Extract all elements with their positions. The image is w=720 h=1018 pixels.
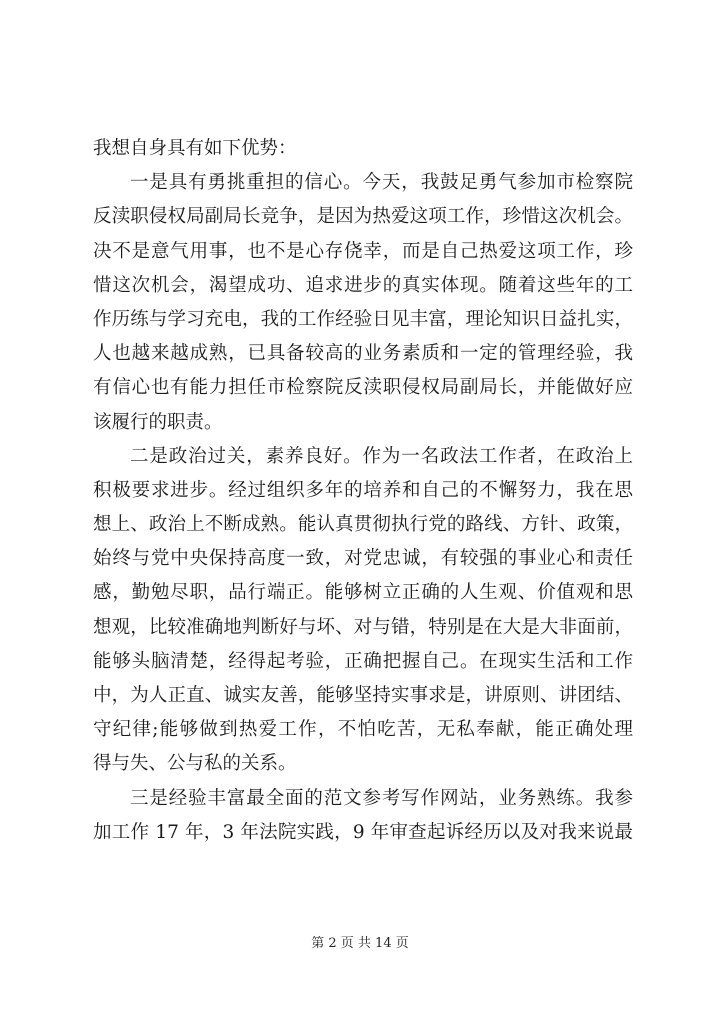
text-line-8: 有信心也有能力担任市检察院反渎职侵权局副局长，并能做好应 <box>93 377 633 399</box>
text-line-19: 得与失、公与私的关系。 <box>93 753 297 775</box>
text-line-20: 三是经验丰富最全面的范文参考写作网站，业务熟练。我参 <box>130 787 633 809</box>
text-line-17: 中，为人正直、诚实友善，能够坚持实事求是，讲原则、讲团结、 <box>93 685 633 706</box>
text-line-15: 想观，比较准确地判断好与坏、对与错，特别是在大是大非面前， <box>93 616 633 638</box>
text-line-11: 积极要求进步。经过组织多年的培养和自己的不懈努力，我在思 <box>93 479 633 501</box>
text-line-13: 始终与党中央保持高度一致，对党忠诚，有较强的事业心和责任 <box>93 548 633 570</box>
text-line-16: 能够头脑清楚，经得起考验，正确把握自己。在现实生活和工作 <box>93 650 633 672</box>
text-line-12: 想上、政治上不断成熟。能认真贯彻执行党的路线、方针、政策， <box>93 514 633 536</box>
text-line-2: 一是具有勇挑重担的信心。今天，我鼓足勇气参加市检察院 <box>130 172 633 194</box>
text-line-6: 作历练与学习充电，我的工作经验日见丰富，理论知识日益扎实， <box>93 308 633 330</box>
text-line-21: 加工作 17 年，3 年法院实践，9 年审查起诉经历以及对我来说最 <box>93 821 633 843</box>
text-line-7: 人也越来越成熟，已具备较高的业务素质和一定的管理经验，我 <box>93 343 633 365</box>
text-line-9: 该履行的职责。 <box>93 411 223 433</box>
text-line-18: 守纪律;能够做到热爱工作，不怕吃苦，无私奉献，能正确处理 <box>93 719 633 741</box>
text-line-5: 惜这次机会，渴望成功、追求进步的真实体现。随着这些年的工 <box>93 274 633 296</box>
text-line-3: 反渎职侵权局副局长竞争，是因为热爱这项工作，珍惜这次机会。 <box>93 206 633 228</box>
text-line-4: 决不是意气用事，也不是心存侥幸，而是自己热爱这项工作，珍 <box>93 240 633 262</box>
text-line-14: 感，勤勉尽职，品行端正。能够树立正确的人生观、价值观和思 <box>93 582 633 604</box>
document-body <box>93 132 633 850</box>
page-number-footer: 第 2 页 共 14 页 <box>311 936 409 951</box>
text-line-10: 二是政治过关，素养良好。作为一名政法工作者，在政治上 <box>130 445 633 467</box>
text-line-1: 我想自身具有如下优势： <box>93 138 297 159</box>
